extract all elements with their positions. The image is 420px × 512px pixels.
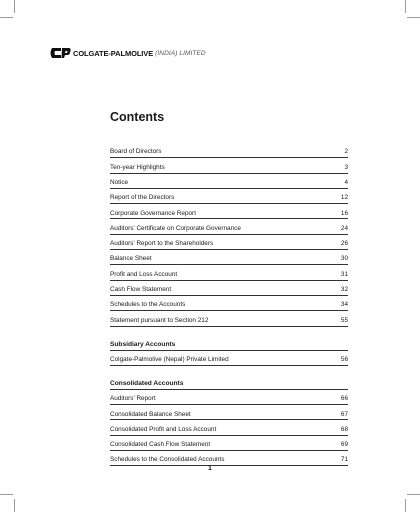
toc-entry-page: 3: [344, 163, 348, 171]
toc-entry-label: Auditors' Report to the Shareholders: [110, 240, 214, 248]
toc-entry: [110, 265, 348, 280]
toc-entry: [110, 158, 348, 173]
toc-entry-page: 24: [340, 224, 348, 232]
toc-entry: [110, 420, 348, 435]
toc-entry-page: 12: [340, 194, 348, 202]
toc-entry-page: 2: [344, 148, 348, 156]
toc-entry-label: Auditors' Certificate on Corporate Governance: [110, 224, 241, 232]
toc-entry: [110, 235, 348, 250]
toc-entry: [110, 351, 348, 366]
toc-entry-label: Corporate Governance Report: [110, 209, 196, 217]
crop-mark-bottom-left-v: [14, 499, 15, 512]
toc-entry-page: 69: [340, 441, 348, 449]
toc-entry-label: Balance Sheet: [110, 255, 152, 263]
toc-entry: [110, 174, 348, 189]
toc-entry: [110, 143, 348, 158]
toc-entry-label: Notice: [110, 178, 129, 186]
crop-mark-bottom-left-h: [0, 494, 13, 495]
toc-entry-page: 68: [340, 425, 348, 433]
toc-entry-page: 34: [340, 301, 348, 309]
toc-entry: [110, 405, 348, 420]
crop-mark-top-left-v: [14, 0, 15, 13]
subsidiary-list: [110, 351, 348, 366]
crop-mark-top-right-h: [407, 17, 420, 18]
toc-entry-page: 31: [340, 270, 348, 278]
toc-entry-page: 16: [340, 209, 348, 217]
toc-entry-page: 32: [340, 286, 348, 294]
consolidated-heading: Consolidated Accounts: [110, 375, 348, 390]
crop-mark-top-left-h: [0, 17, 13, 18]
crop-mark-bottom-right-v: [405, 499, 406, 512]
toc-entry-label: Consolidated Cash Flow Statement: [110, 441, 211, 449]
toc-entry-label: Profit and Loss Account: [110, 270, 178, 278]
toc-entry-label: Schedules to the Accounts: [110, 301, 186, 309]
toc-entry-label: Auditors' Report: [110, 395, 156, 403]
table-of-contents: [110, 143, 348, 466]
toc-entry: [110, 281, 348, 296]
toc-entry-label: Consolidated Balance Sheet: [110, 410, 191, 418]
toc-entry: [110, 189, 348, 204]
toc-entry: [110, 219, 348, 234]
page-number: 1: [208, 465, 212, 472]
toc-entry-page: 55: [340, 316, 348, 324]
toc-entry: [110, 390, 348, 405]
consolidated-list: [110, 390, 348, 466]
brand-name: COLGATE-PALMOLIVE: [73, 48, 154, 58]
toc-entry-page: 26: [340, 240, 348, 248]
toc-entry-label: Report of the Directors: [110, 194, 175, 202]
brand-subtitle: (INDIA) LIMITED: [155, 49, 206, 57]
colgate-logo-icon: [49, 46, 71, 60]
toc-entry-page: 67: [340, 410, 348, 418]
toc-entry-label: Consolidated Profit and Loss Account: [110, 425, 217, 433]
toc-entry-page: 56: [340, 355, 348, 363]
toc-entry: [110, 311, 348, 326]
toc-entry-label: Board of Directors: [110, 148, 162, 156]
toc-entry-label: Schedules to the Consolidated Accounts: [110, 456, 225, 464]
crop-mark-bottom-right-h: [407, 494, 420, 495]
toc-entry-label: Colgate-Palmolive (Nepal) Private Limited: [110, 355, 229, 363]
main-contents-list: [110, 143, 348, 327]
toc-entry: [110, 250, 348, 265]
crop-mark-top-right-v: [405, 0, 406, 13]
toc-entry-label: Ten-year Highlights: [110, 163, 165, 171]
toc-entry-page: 4: [344, 178, 348, 186]
company-logo: [49, 46, 206, 60]
toc-entry-label: Statement pursuant to Section 212: [110, 316, 209, 324]
toc-entry-page: 71: [340, 456, 348, 464]
toc-entry-page: 30: [340, 255, 348, 263]
subsidiary-heading: Subsidiary Accounts: [110, 336, 348, 351]
page-title: Contents: [110, 110, 165, 124]
toc-entry: [110, 204, 348, 219]
toc-entry-label: Cash Flow Statement: [110, 286, 172, 294]
toc-entry-page: 66: [340, 395, 348, 403]
toc-entry: [110, 436, 348, 451]
toc-entry: [110, 296, 348, 311]
